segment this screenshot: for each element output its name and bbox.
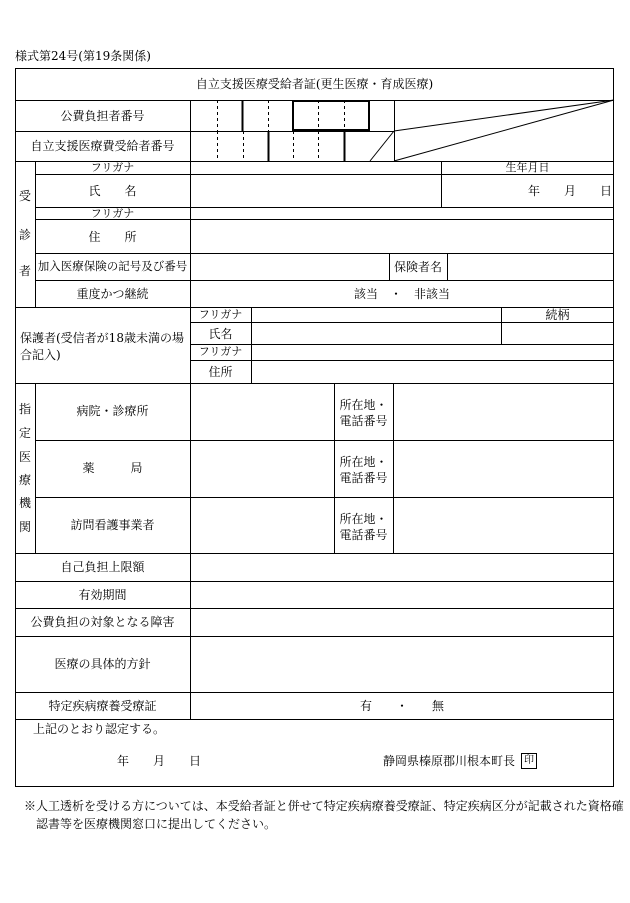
footnote-line-2: 認書等を医療機関窓口に提出してください。 — [36, 817, 277, 831]
pharmacy-location-label: 所在地・ 電話番号 — [339, 455, 388, 485]
patient-group-char-1: 受 — [18, 189, 31, 203]
institution-group-char-5: 機 — [18, 496, 31, 510]
insurer-name-label: 保険者名 — [393, 260, 442, 274]
guardian-address-label: 住所 — [208, 365, 233, 379]
guardian-furigana-label: フリガナ — [198, 308, 243, 321]
specific-disease-label: 特定疾病療養受療証 — [48, 699, 157, 713]
birth-date-value: 年 月 日 — [528, 184, 613, 198]
certify-text: 上記のとおり認定する。 — [33, 722, 166, 736]
specific-disease-value: 有 ・ 無 — [359, 699, 444, 713]
patient-group-char-2: 診 — [18, 228, 31, 242]
guardian-label: 保護者(受信者が18歳未満の場合記入) — [20, 331, 184, 362]
birth-date-label: 生年月日 — [505, 161, 550, 174]
guardian-furigana2-label: フリガナ — [198, 345, 243, 358]
institution-group-char-2: 定 — [18, 426, 31, 440]
form-number: 様式第24号(第19条関係) — [15, 49, 151, 63]
severe-continuous-label: 重度かつ継続 — [76, 287, 149, 301]
copay-limit-label: 自己負担上限額 — [60, 560, 145, 574]
hospital-location-label: 所在地・ 電話番号 — [339, 398, 388, 428]
patient-name-label: 氏 名 — [88, 184, 137, 198]
treatment-policy-label: 医療の具体的方針 — [54, 657, 151, 671]
institution-group-char-1: 指 — [18, 402, 31, 416]
institution-group-char-3: 医 — [18, 450, 31, 464]
severe-continuous-value: 該当 ・ 非該当 — [353, 287, 450, 301]
footnote-line-1: ※人工透析を受ける方については、本受給者証と併せて特定疾病療養受療証、特定疾病区分が記載された資格確 — [24, 799, 624, 813]
pharmacy-label: 薬 局 — [82, 461, 143, 475]
disability-label: 公費負担の対象となる障害 — [30, 615, 175, 629]
address-furigana-label: フリガナ — [90, 207, 135, 220]
patient-furigana-label: フリガナ — [90, 161, 135, 174]
valid-period-label: 有効期間 — [78, 588, 127, 602]
guardian-relation-label: 続柄 — [545, 308, 570, 322]
recipient-number-label: 自立支援医療費受給者番号 — [30, 139, 175, 153]
issuer-name: 静岡県榛原郡川根本町長 — [383, 754, 516, 768]
patient-group-char-3: 者 — [18, 264, 31, 278]
nursing-location-label: 所在地・ 電話番号 — [339, 512, 388, 542]
certificate-title: 自立支援医療受給者証(更生医療・育成医療) — [195, 77, 434, 91]
certify-date: 年 月 日 — [117, 754, 202, 768]
patient-address-label: 住 所 — [88, 230, 137, 244]
institution-group-char-4: 療 — [18, 473, 31, 487]
institution-group-char-6: 関 — [18, 520, 31, 534]
hospital-label: 病院・診療所 — [76, 404, 149, 418]
insurance-number-label: 加入医療保険の記号及び番号 — [37, 259, 188, 273]
nursing-label: 訪問看護事業者 — [70, 518, 155, 532]
payer-number-label: 公費負担者番号 — [60, 109, 145, 123]
guardian-name-label: 氏名 — [208, 327, 233, 341]
seal-mark: 印 — [521, 753, 537, 769]
